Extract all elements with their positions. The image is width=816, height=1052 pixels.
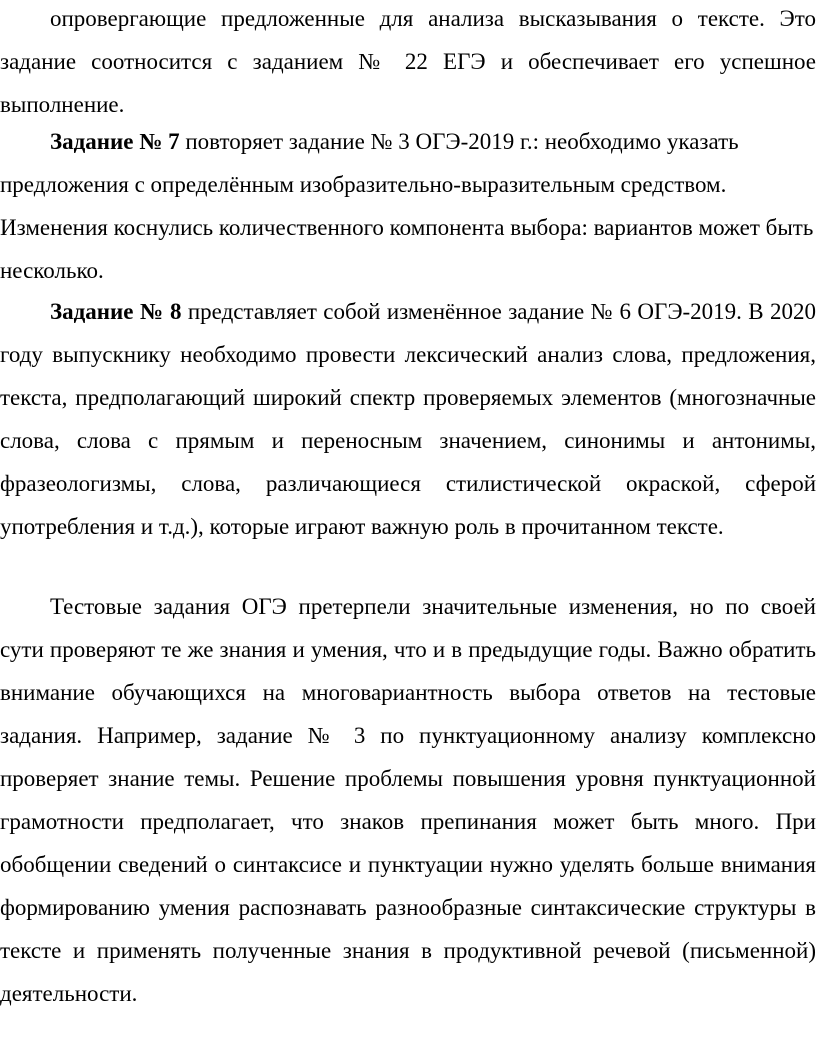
paragraph-4 bbox=[0, 585, 816, 1015]
paragraph-3 bbox=[0, 290, 816, 548]
task-7-heading: Задание № 7 bbox=[50, 129, 180, 154]
task-8-heading: Задание № 8 bbox=[50, 299, 182, 324]
paragraph-1 bbox=[0, 0, 816, 126]
paragraph-2 bbox=[0, 120, 816, 292]
paragraph-1-text: опровергающие предложенные для анализа высказывания о тексте. Это задание соотносится с заданием № 22 ЕГЭ и обеспечивает его успешное выполнение. bbox=[0, 6, 816, 117]
paragraph-2-text: повторяет задание № 3 ОГЭ-2019 г.: необходимо указать предложения с определённым изобразительно-выразительным средством. Изменения коснулись количественного компонента выбора: вариантов может быть несколько. bbox=[0, 129, 814, 283]
paragraph-3-text: представляет собой изменённое задание № 6 ОГЭ-2019. В 2020 году выпускнику необходимо провести лексический анализ слова, предложения, текста, предполагающий широкий спектр проверяемых элементов (многозначные слова, слова с прямым и переносным значением, синонимы и антонимы, фразеологизмы, слова, различающиеся стилистической окраской, сферой употребления и т.д.), которые играют важную роль в прочитанном тексте. bbox=[0, 299, 816, 539]
paragraph-4-text: Тестовые задания ОГЭ претерпели значительные изменения, но по своей сути проверяют те же знания и умения, что и в предыдущие годы. Важно обратить внимание обучающихся на многовариантность выбора ответов на тестовые задания. Например, задание № 3 по пунктуационному анализу комплексно проверяет знание темы. Решение проблемы повышения уровня пунктуационной грамотности предполагает, что знаков препинания может быть много. При обобщении сведений о синтаксисе и пунктуации нужно уделять больше внимания формированию умения распознавать разнообразные синтаксические структуры в тексте и применять полученные знания в продуктивной речевой (письменной) деятельности. bbox=[0, 594, 816, 1006]
